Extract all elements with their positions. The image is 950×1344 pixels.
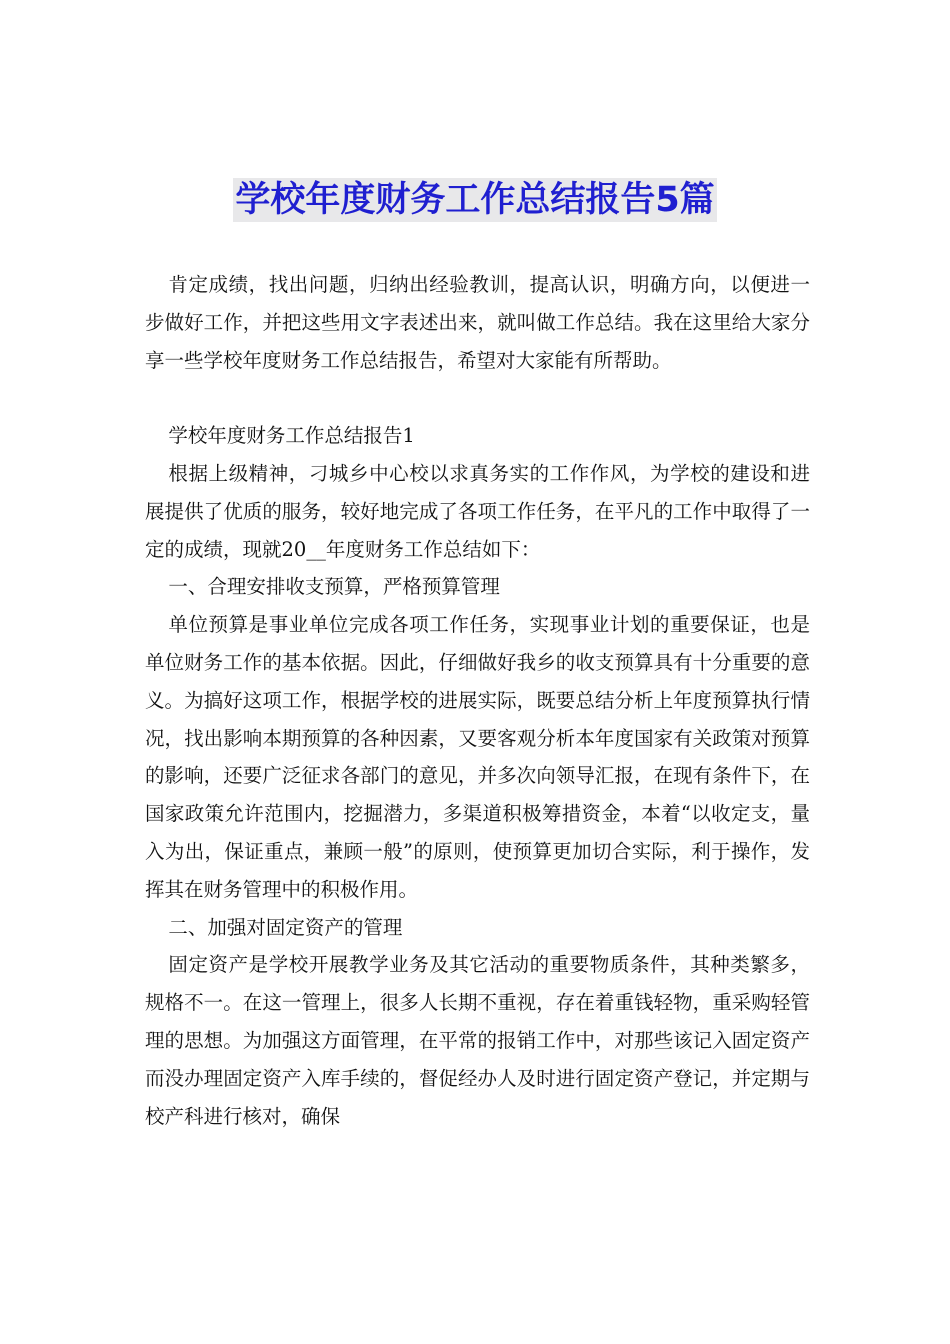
section-title: 学校年度财务工作总结报告1 bbox=[168, 424, 415, 448]
intro-paragraph: 肯定成绩，找出问题，归纳出经验教训，提高认识，明确方向，以便进一步做好工作，并把这些用文字表述出来，就叫做工作总结。我在这里给大家分享一些学校年度财务工作总结报告，希望对大家能有所帮助。 bbox=[145, 273, 810, 372]
paragraph: 单位预算是事业单位完成各项工作任务，实现事业计划的重要保证，也是单位财务工作的基本依据。因此，仔细做好我乡的收支预算具有十分重要的意义。为搞好这项工作，根据学校的进展实际，既要总结分析上年度预算执行情况，找出影响本期预算的各种因素，又要客观分析本年度国家有关政策对预算的影响，还要广泛征求各部门的意见，并多次向领导汇报，在现有条件下，在国家政策允许范围内，挖掘潜力，多渠道积极筹措资金，本着“以收定支，量入为出，保证重点，兼顾一般”的原则，使预算更加切合实际，利于操作，发挥其在财务管理中的积极作用。 bbox=[145, 613, 810, 901]
title-container bbox=[0, 178, 950, 222]
document-title: 学校年度财务工作总结报告5篇 bbox=[235, 180, 715, 220]
paragraph: 固定资产是学校开展教学业务及其它活动的重要物质条件，其种类繁多，规格不一。在这一管理上，很多人长期不重视，存在着重钱轻物，重采购轻管理的思想。为加强这方面管理，在平常的报销工作中，对那些该记入固定资产而没办理固定资产入库手续的，督促经办人及时进行固定资产登记，并定期与校产科进行核对，确保 bbox=[145, 953, 810, 1128]
paragraph: 根据上级精神，刁城乡中心校以求真务实的工作作风，为学校的建设和进展提供了优质的服务，较好地完成了各项工作任务，在平凡的工作中取得了一定的成绩，现就20__年度财务工作总结如下： bbox=[145, 461, 810, 561]
section-heading: 一、合理安排收支预算，严格预算管理 bbox=[168, 575, 500, 599]
section-heading: 二、加强对固定资产的管理 bbox=[168, 915, 403, 939]
document-body bbox=[145, 266, 810, 1135]
